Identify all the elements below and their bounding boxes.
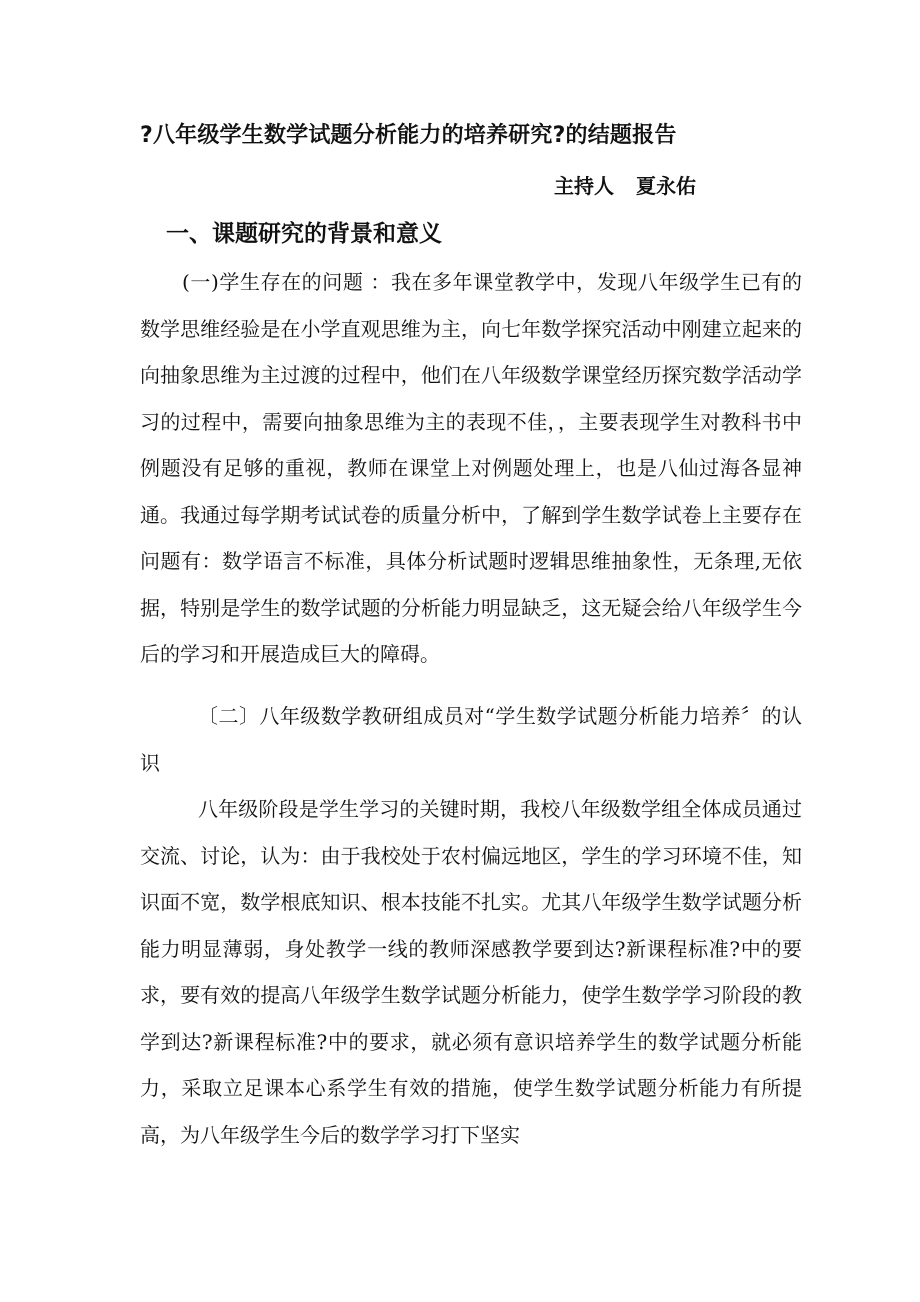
host-label: 主持人: [554, 174, 614, 198]
paragraph-problems: (一)学生存在的问题 ：我在多年课堂教学中，发现八年级学生已有的数学思维经验是在小学直观思维为主，向七年数学探究活动中刚建立起来的向抽象思维为主过渡的过程中，他们在八年级数学课堂经历探究数学活动学习的过程中，需要向抽象思维为主的表现不佳，，主要表现学生对教科书中例题没有足够的重视，教师在课堂上对例题处理上，也是八仙过海各显神通。我通过每学期考试试卷的质量分析中，了解到学生数学试卷上主要存在问题有：数学语言不标准，具体分析试题时逻辑思维抽象性，无条理,无依据，特别是学生的数学试题的分析能力明显缺乏，这无疑会给八年级学生今后的学习和开展造成巨大的障碍。: [140, 270, 802, 666]
host-name: 夏永佑: [636, 174, 696, 198]
host-line: [554, 170, 696, 202]
section-heading: 一、课题研究的背景和意义: [166, 221, 442, 247]
paragraph-subheading-two: 〔二〕八年级数学教研组成员对“学生数学试题分析能力培养〞的认识: [140, 704, 802, 775]
paragraph-grade-eight: 八年级阶段是学生学习的关键时期，我校八年级数学组全体成员通过交流、讨论，认为：由于我校处于农村偏远地区，学生的学习环境不佳，知识面不宽，数学根底知识、根本技能不扎实。尤其八年级学生数学试题分析能力明显薄弱，身处教学一线的教师深感教学要到达?新课程标准?中的要求，要有效的提高八年级学生数学试题分析能力，使学生数学学习阶段的教学到达?新课程标准?中的要求，就必须有意识培养学生的数学试题分析能力，采取立足课本心系学生有效的措施，使学生数学试题分析能力有所提高，为八年级学生今后的数学学习打下坚实: [140, 797, 802, 1147]
report-title: ?八年级学生数学试题分析能力的培养研究?的结题报告: [140, 123, 677, 148]
